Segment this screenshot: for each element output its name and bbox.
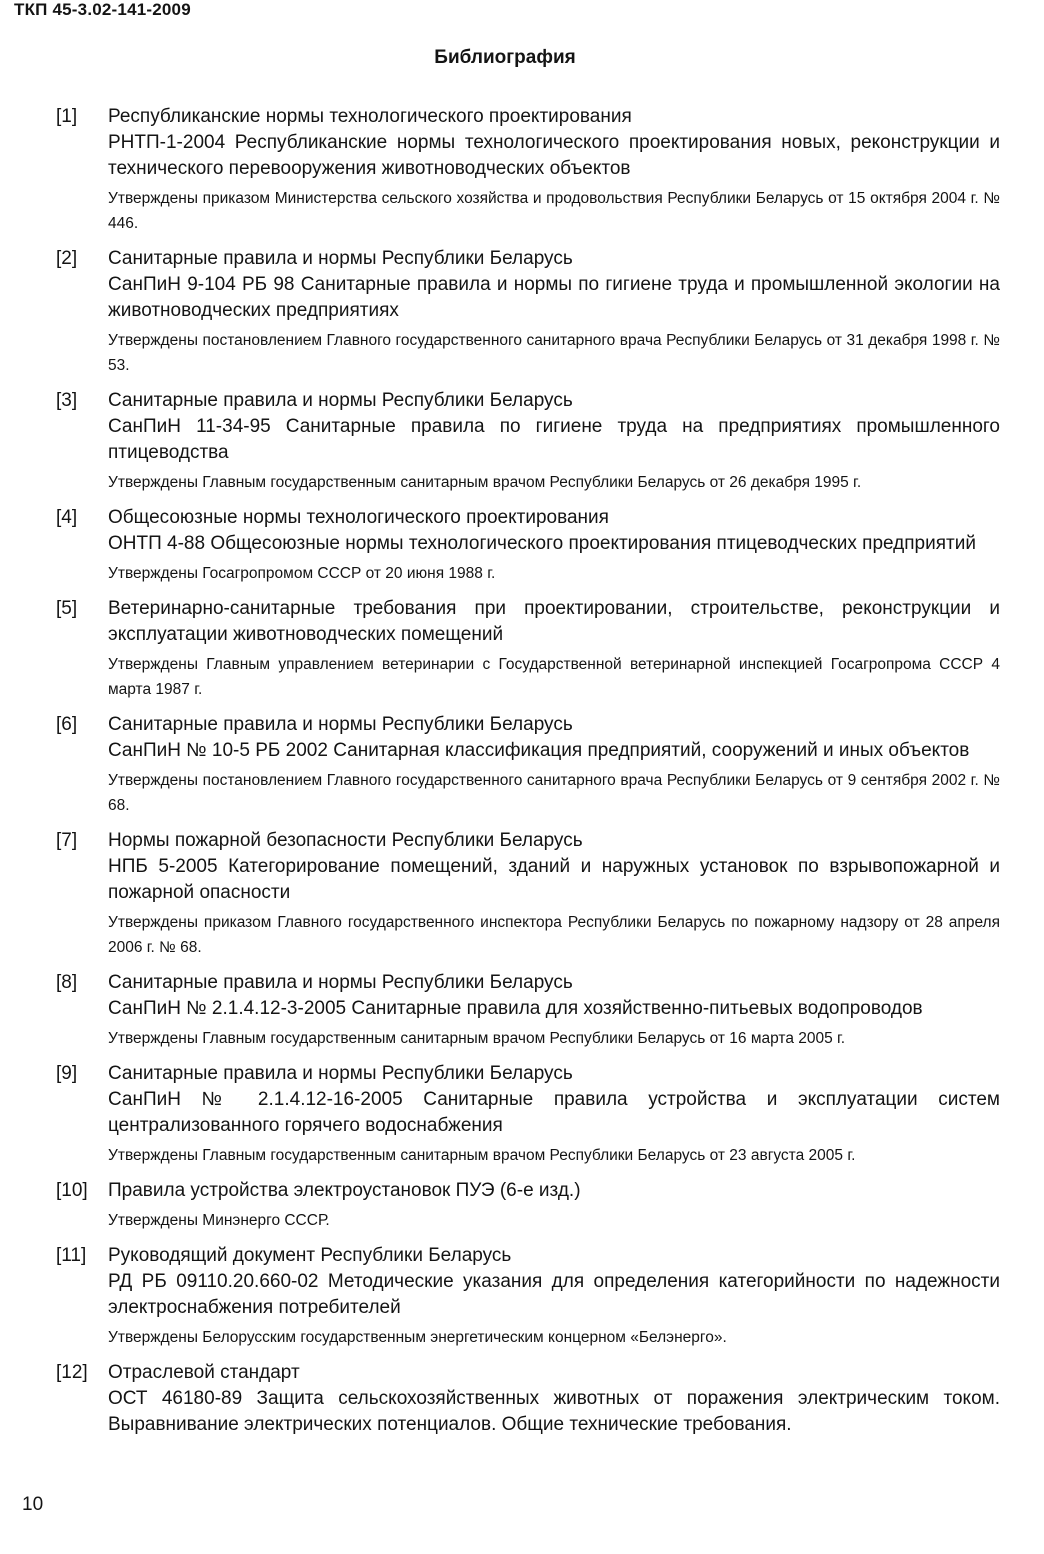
entry-number: [6] [56,714,78,735]
page-title: Библиография [434,47,576,68]
entry-document: Ветеринарно-санитарные требования при проектировании, строительстве, реконструкции и эксплуатации животноводческих помещений [108,598,1000,645]
bibliography-entry [56,388,1000,495]
bibliography-entry [56,505,1000,586]
entry-approval: Утверждены приказом Министерства сельского хозяйства и продовольствия Республики Беларусь от 15 октября 2004 г. № 446. [108,190,1000,232]
entry-document: СанПиН № 2.1.4.12-3-2005 Санитарные правила для хозяйственно-питьевых водопроводов [108,998,923,1019]
entry-approval: Утверждены Минэнерго СССР. [108,1212,330,1229]
entry-document: СанПиН 9-104 РБ 98 Санитарные правила и нормы по гигиене труда и промышленной экологии на животноводческих предприятиях [108,274,1000,321]
entry-category: Санитарные правила и нормы Республики Беларусь [108,972,573,993]
entry-document: ОСТ 46180-89 Защита сельскохозяйственных животных от поражения электрическим током. Выравнивание электрических потенциалов. Общие технические требования. [108,1388,1000,1435]
entry-document: СанПиН 11-34-95 Санитарные правила по гигиене труда на предприятиях промышленного птицеводства [108,416,1000,463]
bibliography-entry [56,1360,1000,1438]
bibliography-entry [56,1243,1000,1350]
entry-document: НПБ 5-2005 Категорирование помещений, зданий и наружных установок по взрывопожарной и пожарной опасности [108,856,1000,903]
entry-approval: Утверждены Главным государственным санитарным врачом Республики Беларусь от 26 декабря 1995 г. [108,474,862,491]
entry-approval: Утверждены постановлением Главного государственного санитарного врача Республики Беларусь от 9 сентября 2002 г. № 68. [108,772,1000,814]
entry-approval: Утверждены постановлением Главного государственного санитарного врача Республики Беларусь от 31 декабря 1998 г. № 53. [108,332,1000,374]
entry-approval: Утверждены Главным управлением ветеринарии с Государственной ветеринарной инспекцией Госагропрома СССР 4 марта 1987 г. [108,656,1000,698]
entry-category: Нормы пожарной безопасности Республики Беларусь [108,830,583,851]
entry-document: СанПиН № 2.1.4.12-16-2005 Санитарные правила устройства и эксплуатации систем централизованного горячего водоснабжения [108,1089,1000,1136]
bibliography-entry [56,1178,1000,1233]
entry-number: [9] [56,1063,78,1084]
entry-category: Руководящий документ Республики Беларусь [108,1245,512,1266]
entry-number: [2] [56,248,78,269]
entry-approval: Утверждены Госагропромом СССР от 20 июня 1988 г. [108,565,496,582]
entry-number: [3] [56,390,78,411]
entry-number: [11] [56,1245,87,1266]
entry-category: Отраслевой стандарт [108,1362,300,1383]
bibliography-entry [56,828,1000,960]
entry-category: Санитарные правила и нормы Республики Беларусь [108,390,573,411]
bibliography-entry [56,1061,1000,1168]
entry-category: Общесоюзные нормы технологического проектирования [108,507,609,528]
entry-number: [5] [56,598,78,619]
entry-approval: Утверждены Белорусским государственным энергетическим концерном «Белэнерго». [108,1329,727,1346]
bibliography-list [56,104,1000,1448]
entry-document: СанПиН № 10-5 РБ 2002 Санитарная классификация предприятий, сооружений и иных объектов [108,740,970,761]
entry-number: [12] [56,1362,88,1383]
entry-category: Правила устройства электроустановок ПУЭ (6-е изд.) [108,1180,581,1201]
page-number: 10 [22,1494,44,1515]
entry-category: Республиканские нормы технологического проектирования [108,106,632,127]
entry-number: [1] [56,106,78,127]
entry-category: Санитарные правила и нормы Республики Беларусь [108,714,573,735]
bibliography-entry [56,970,1000,1051]
bibliography-entry [56,104,1000,236]
entry-number: [10] [56,1180,88,1201]
bibliography-entry [56,712,1000,818]
entry-category: Санитарные правила и нормы Республики Беларусь [108,1063,573,1084]
entry-approval: Утверждены приказом Главного государственного инспектора Республики Беларусь по пожарному надзору от 28 апреля 2006 г. № 68. [108,914,1000,956]
entry-document: РНТП-1-2004 Республиканские нормы технологического проектирования новых, реконструкции и технического перевооружения животноводческих объектов [108,132,1000,179]
entry-document: ОНТП 4-88 Общесоюзные нормы технологического проектирования птицеводческих предприятий [108,533,976,554]
entry-document: РД РБ 09110.20.660-02 Методические указания для определения категорийности по надежности электроснабжения потребителей [108,1271,1000,1318]
bibliography-entry [56,246,1000,378]
entry-category: Санитарные правила и нормы Республики Беларусь [108,248,573,269]
document-code: ТКП 45-3.02-141-2009 [14,0,191,19]
bibliography-entry [56,596,1000,702]
entry-number: [7] [56,830,78,851]
entry-number: [8] [56,972,78,993]
entry-approval: Утверждены Главным государственным санитарным врачом Республики Беларусь от 16 марта 2005 г. [108,1030,846,1047]
entry-number: [4] [56,507,78,528]
entry-approval: Утверждены Главным государственным санитарным врачом Республики Беларусь от 23 августа 2005 г. [108,1147,856,1164]
